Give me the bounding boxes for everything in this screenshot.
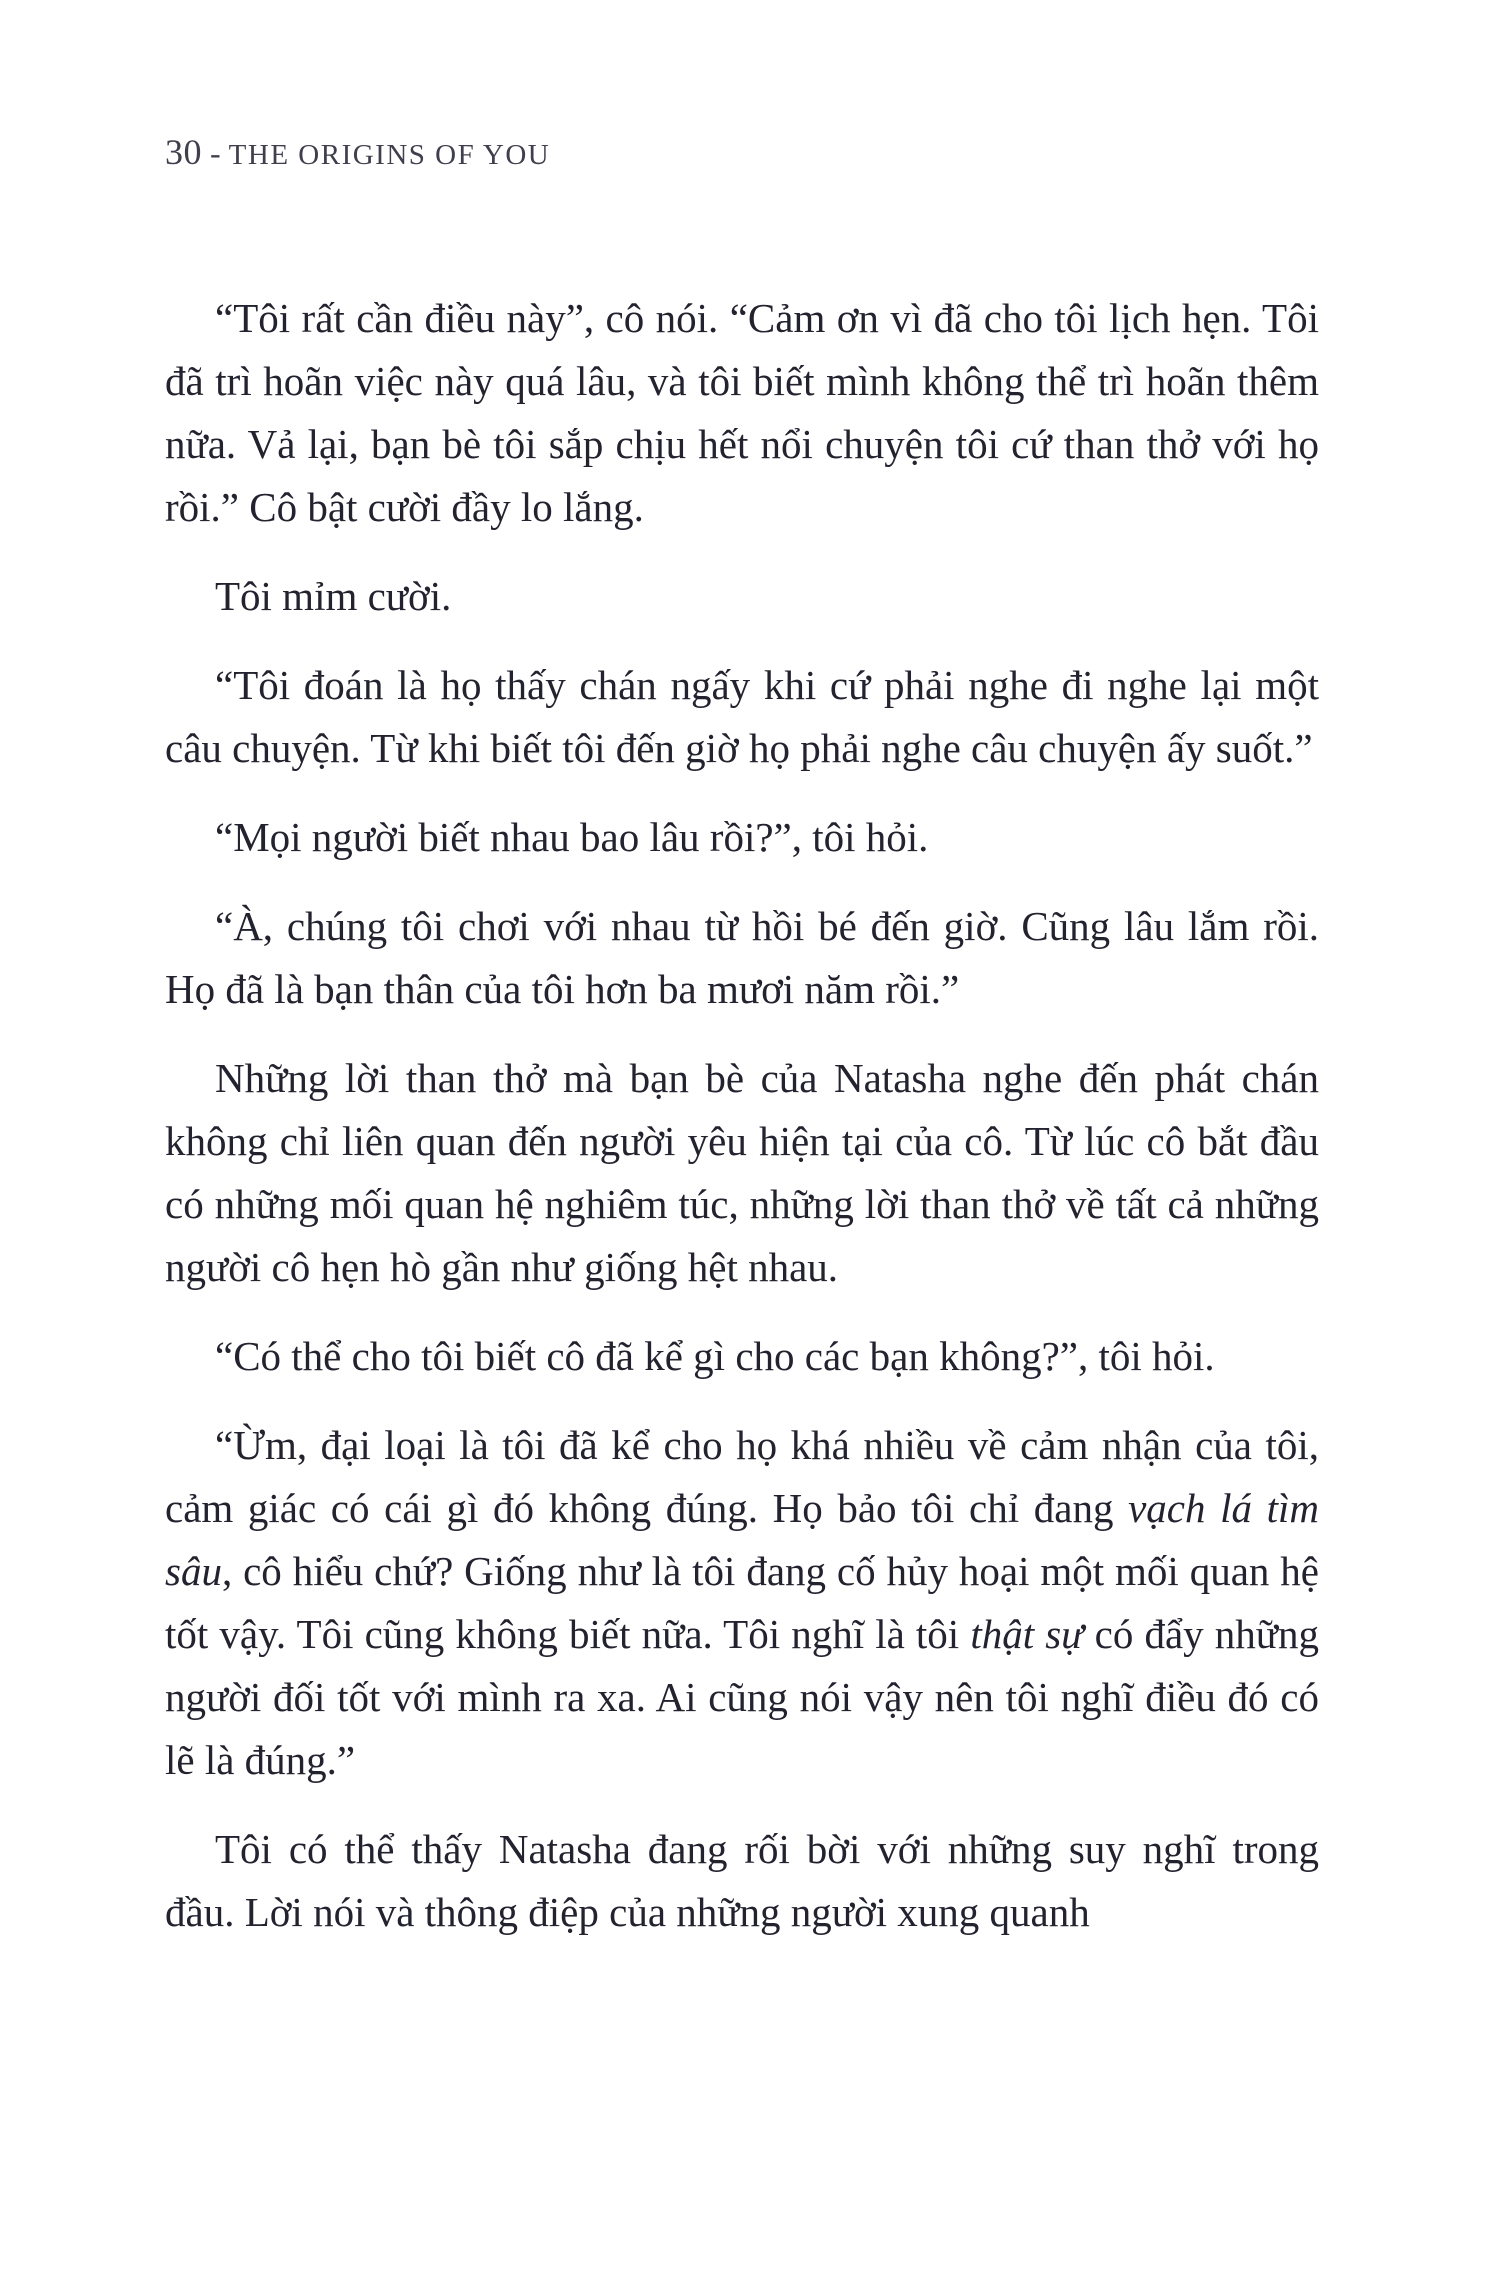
page-body (165, 287, 1319, 1944)
paragraph-3-text: “Tôi đoán là họ thấy chán ngấy khi cứ phải nghe đi nghe lại một câu chuyện. Từ khi biết tôi đến giờ họ phải nghe câu chuyện ấy suốt.” (165, 662, 1319, 771)
paragraph-8-italic-2: thật sự (970, 1611, 1084, 1657)
paragraph-9 (165, 1818, 1319, 1944)
paragraph-1-text: “Tôi rất cần điều này”, cô nói. “Cảm ơn vì đã cho tôi lịch hẹn. Tôi đã trì hoãn việc này quá lâu, và tôi biết mình không thể trì hoãn thêm nữa. Vả lại, bạn bè tôi sắp chịu hết nổi chuyện tôi cứ than thở với họ rồi.” Cô bật cười đầy lo lắng. (165, 295, 1319, 530)
paragraph-9-text: Tôi có thể thấy Natasha đang rối bời với những suy nghĩ trong đầu. Lời nói và thông điệp của những người xung quanh (165, 1826, 1319, 1935)
paragraph-4-text: “Mọi người biết nhau bao lâu rồi?”, tôi hỏi. (215, 814, 929, 860)
paragraph-5-text: “À, chúng tôi chơi với nhau từ hồi bé đến giờ. Cũng lâu lắm rồi. Họ đã là bạn thân của tôi hơn ba mươi năm rồi.” (165, 903, 1319, 1012)
paragraph-4 (165, 806, 1319, 869)
header-separator: - (202, 135, 229, 171)
paragraph-7-text: “Có thể cho tôi biết cô đã kể gì cho các bạn không?”, tôi hỏi. (215, 1333, 1215, 1379)
page-header (165, 130, 1319, 177)
book-title: THE ORIGINS OF YOU (228, 139, 551, 171)
paragraph-5 (165, 895, 1319, 1021)
paragraph-8 (165, 1414, 1319, 1792)
paragraph-6-text: Những lời than thở mà bạn bè của Natasha nghe đến phát chán không chỉ liên quan đến người yêu hiện tại của cô. Từ lúc cô bắt đầu có những mối quan hệ nghiêm túc, những lời than thở về tất cả những người cô hẹn hò gần như giống hệt nhau. (165, 1055, 1319, 1290)
paragraph-1 (165, 287, 1319, 539)
paragraph-8-text-1: “Ừm, đại loại là tôi đã kể cho họ khá nhiều về cảm nhận của tôi, cảm giác có cái gì đó không đúng. Họ bảo tôi chỉ đang (165, 1422, 1319, 1531)
page-number: 30 (165, 132, 202, 172)
paragraph-8-italic-1: vạch lá tìm sâu (165, 1485, 1319, 1594)
paragraph-7 (165, 1325, 1319, 1388)
paragraph-2 (165, 565, 1319, 628)
paragraph-6 (165, 1047, 1319, 1299)
paragraph-3 (165, 654, 1319, 780)
paragraph-8-text-2: , cô hiểu chứ? Giống như là tôi đang cố hủy hoại một mối quan hệ tốt vậy. Tôi cũng không biết nữa. Tôi nghĩ là tôi (165, 1548, 1319, 1657)
paragraph-2-text: Tôi mỉm cười. (215, 573, 452, 619)
paragraph-8-text-3: có đẩy những người đối tốt với mình ra xa. Ai cũng nói vậy nên tôi nghĩ điều đó có lẽ là đúng.” (165, 1611, 1319, 1783)
